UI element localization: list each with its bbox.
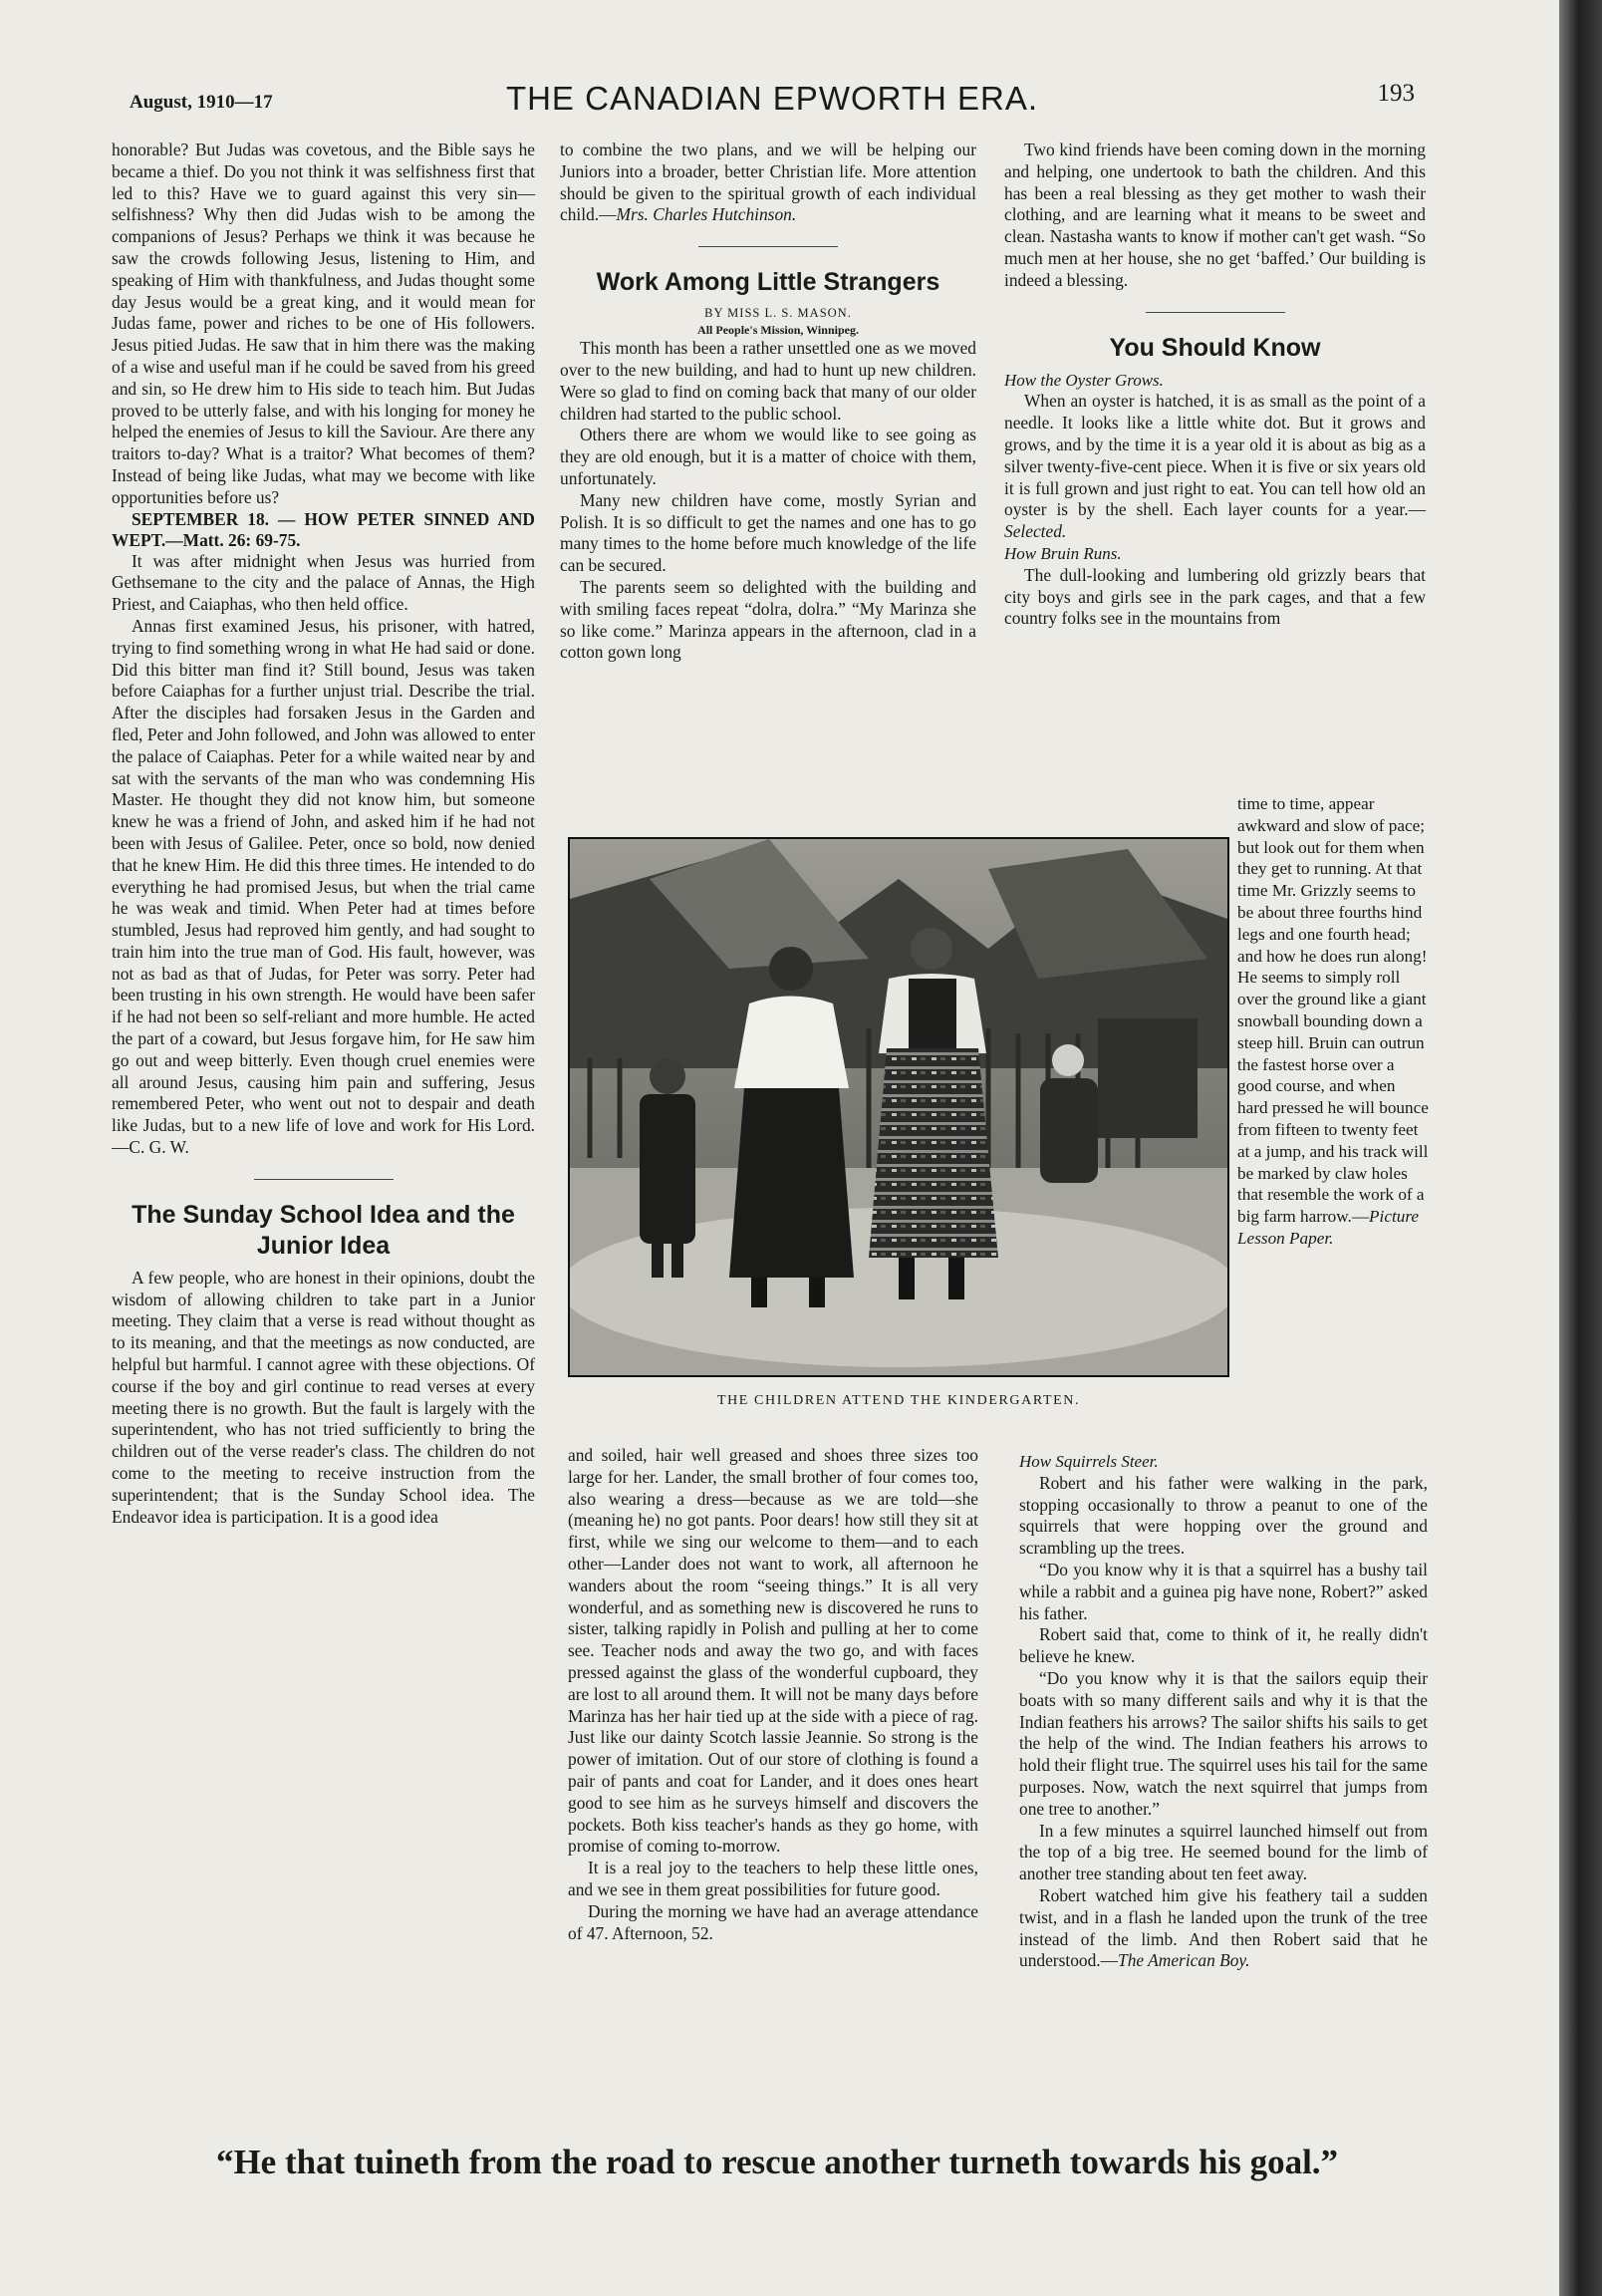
page-number: 193 [1377, 80, 1415, 107]
strangers-paragraph-6: It is a real joy to the teachers to help these little ones, and we see in them great possibilities for future good. [568, 1858, 978, 1899]
page-header [130, 78, 1415, 124]
column-divider [698, 246, 838, 247]
little-strangers-heading: Work Among Little Strangers [596, 268, 940, 297]
column-2-continued [568, 1445, 978, 1944]
peter-paragraph-1: It was after midnight when Jesus was hurried from Gethsemane to the city and the palace of Annas, the High Priest, and Caiaphas, who then held office. [112, 550, 535, 615]
magazine-title: THE CANADIAN EPWORTH ERA. [505, 80, 1039, 117]
squirrel-paragraph-1: Robert and his father were walking in the park, stopping occasionally to throw a peanut to one of the squirrels that were hopping over the ground and scrambling up the trees. [1019, 1472, 1428, 1559]
bruin-source: Picture Lesson Paper. [1237, 1207, 1419, 1248]
photo-illustration [570, 839, 1227, 1375]
kindergarten-photograph [568, 837, 1229, 1377]
column-divider [254, 1179, 394, 1180]
sunday-school-heading: The Sunday School Idea and the Junior Idea [132, 1200, 515, 1260]
oyster-paragraph: When an oyster is hatched, it is as small as the point of a needle. It looks like a little white dot. But it grows and grows, and by the time it is a year old it is about as big as a silver twenty-five-cent piece. When it is five or six years old it is full grown and just right to eat. You can tell how old an oyster is by the shell. Each layer counts for a year.—Selected. [1004, 391, 1426, 542]
oyster-source: Selected. [1004, 521, 1067, 542]
column-3-narrow [1237, 793, 1430, 1250]
footer-quote: “He that tuineth from the road to rescue another turneth towards his goal.” [215, 2143, 1339, 2181]
byline: BY MISS L. S. MASON. [704, 306, 852, 321]
bruin-paragraph-continued: time to time, appear awkward and slow of pace; but look out for them when they get to running. At that time Mr. Grizzly seems to be about three fourths hind legs and one fourth head; and how he does run along! He seems to simply roll over the ground like a giant snowball bounding down a steep hill. Bruin can outrun the fastest horse over a good course, and when hard pressed he will bounce from fifteen to twenty feet at a jump, and his track will be marked by claw holes that resemble the work of a big farm harrow.—Picture Lesson Paper. [1237, 794, 1429, 1248]
strangers-paragraph-7: During the morning we have had an average attendance of 47. Afternoon, 52. [568, 1900, 978, 1943]
book-spine [1559, 0, 1602, 2296]
issue-date: August, 1910—17 [130, 92, 273, 113]
junior-idea-continuation: to combine the two plans, and we will be helping our Juniors into a broader, better Christian life. More attention should be given to the spiritual growth of each individual child.—Mrs. Charles Hutchinson. [560, 140, 976, 225]
author-signature: Mrs. Charles Hutchinson. [616, 204, 797, 225]
squirrel-paragraph-5: In a few minutes a squirrel launched himself out from the top of a big tree. He seemed bound for the limb of another tree standing about ten feet away. [1019, 1820, 1428, 1884]
photo-caption: THE CHILDREN ATTEND THE KINDERGARTEN. [716, 1393, 1081, 1408]
you-should-know-heading: You Should Know [1109, 333, 1321, 362]
squirrel-subheading: How Squirrels Steer. [1019, 1452, 1159, 1471]
column-2 [560, 140, 976, 664]
column-3 [1004, 140, 1426, 630]
strangers-paragraph-5: and soiled, hair well greased and shoes three sizes too large for her. Lander, the small brother of four comes too, also wearing a dress—because as we are told—she (meaning he) no got pants. Poor dears! how still they sit at first, while we sing our welcome to them—and to each other—Lander does not want to work, all afternoon he wanders about the room “seeing things.” It is all very wonderful, and as something new is discovered he runs to sister, talking rapidly in Polish and pulling at her to come see. Teacher nods and away the two go, and with faces pressed against the glass of the wonderful cupboard, they are lost to all around them. It will not be many days before Marinza has her hair tied up at the side with a piece of rag. Just like our dainty Scotch lassie Jeannie. So strong is the power of imitation. Out of our store of clothing is found a pair of pants and coat for Lander, and it does ones heart good to see him as he surveys himself and discovers the pockets. Both kiss teacher's hands as they go home, with promise of coming to-morrow. [568, 1445, 978, 1857]
squirrel-paragraph-3: Robert said that, come to think of it, he really didn't believe he knew. [1019, 1624, 1428, 1667]
bruin-subheading: How Bruin Runs. [1004, 543, 1122, 563]
strangers-paragraph-3: Many new children have come, mostly Syrian and Polish. It is so difficult to get the names and one has to go many times to the home before much knowledge of the life can be secured. [560, 489, 976, 576]
squirrel-paragraph-4: “Do you know why it is that the sailors equip their boats with so many different sails and why it is that the Indian feathers his arrows? The sailor shifts his sails to get the help of the wind. The Indian feathers his arrows to hold their flight true. The squirrel uses his tail for the same purposes. Now, watch the next squirrel that jumps from one tree to another.” [1019, 1667, 1428, 1819]
column-3-continued [1019, 1451, 1428, 1972]
strangers-paragraph-1: This month has been a rather unsettled one as we moved over to the new building, and had to hunt up new children. Were so glad to find on coming back that many of our older children had started to the public school. [560, 338, 976, 424]
oyster-subheading: How the Oyster Grows. [1004, 370, 1164, 390]
peter-paragraph-2: Annas first examined Jesus, his prisoner, with hatred, trying to find something wrong in what He had said or done. Did this bitter man find it? Still bound, Jesus was taken before Caiaphas for a further unjust trial. Describe the trial. After the disciples had forsaken Jesus in the Garden and fled, Peter and John followed, and John was allowed to enter the palace of Caiaphas. Peter for a while waited near by and sat with the servants of the man who was condemning His Master. He thought they did not know him, but someone knew he was a friend of John, and asked him if he had not been with Jesus of Galilee. Peter, once so bold, now denied that he knew Him. He did this three times. He intended to do everything he had promised Jesus, but when the trial came he was weak and timid. When Peter had at times before stumbled, Jesus had reproved him gently, and had sought to train him into the true man of God. His fault, however, was not as bad as that of Judas, for Peter was sorry. Peter had been trusting in his own strength. He would have been safer if he had not been so self-reliant and more humble. He acted the part of a coward, but Jesus forgave him, for He saw him go out and weep bitterly. Even though cruel enemies were all around Jesus, causing him pain and suffering, Jesus remembered Peter, who went out not to despair and death like Judas, but to a new life of love and work for His Lord.—C. G. W. [112, 615, 535, 1158]
mission-name: All People's Mission, Winnipeg. [697, 323, 859, 338]
column-1 [112, 140, 535, 1528]
squirrel-paragraph-6: Robert watched him give his feathery tail a sudden twist, and in a flash he landed upon the trunk of the tree instead of the limb. And then Robert said that he understood.—The American Boy. [1019, 1884, 1428, 1971]
squirrel-source: The American Boy. [1118, 1950, 1250, 1971]
strangers-paragraph-4: The parents seem so delighted with the building and with smiling faces repeat “dolra, dolra.” “My Marinza she so like come.” Marinza appears in the afternoon, clad in a cotton gown long [560, 576, 976, 663]
lesson-heading-peter: SEPTEMBER 18. — HOW PETER SINNED AND WEPT.—Matt. 26: 69-75. [112, 508, 535, 550]
column-divider [1146, 312, 1285, 313]
strangers-paragraph-2: Others there are whom we would like to see going as they are old enough, but it is a matter of choice with them, unfortunately. [560, 425, 976, 488]
judas-paragraph: honorable? But Judas was covetous, and the Bible says he became a thief. Do you not think it was selfishness first that led to this? Have we to guard against this very sin—selfishness? Why then did Judas wish to be among the companions of Jesus? Perhaps we think it was because he saw the crowds following Jesus, listening to Him, and speaking of Him with thankfulness, and Judas thought some day Jesus would be a great king, and it would mean for Judas fame, power and riches to be one of His followers. Jesus pitied Judas. He saw that in him there was the making of a wise and useful man if he could be saved from his greed and sin, so He drew him to His side to teach him. But Judas proved to be utterly false, and with his longing for money he helped the enemies of Jesus to kill the Saviour. Are there any traitors to-day? What is a traitor? What becomes of them? Instead of being like Judas, what may we become with like opportunities before us? [112, 140, 535, 507]
squirrel-paragraph-2: “Do you know why it is that a squirrel has a bushy tail while a rabbit and a guinea pig have none, Robert?” asked his father. [1019, 1559, 1428, 1623]
bruin-paragraph-start: The dull-looking and lumbering old grizzly bears that city boys and girls see in the park cages, and that a few country folks see in the mountains from [1004, 564, 1426, 629]
sunday-school-paragraph: A few people, who are honest in their opinions, doubt the wisdom of allowing children to take part in a Junior meeting. They claim that a verse is read without thought as to its meaning, and that the meetings as now conducted, are helpful but harmful. I cannot agree with these objections. Of course if the boy and girl continue to read verses at every meeting there is no growth. But the fault is largely with the superintendent, who has not tried sufficiently to bring the children out of the verse reader's class. The children do not come to the meeting to receive instruction from the superintendent; that is the Sunday School idea. The Endeavor idea is participation. It is a good idea [112, 1267, 535, 1527]
strangers-closing-paragraph: Two kind friends have been coming down in the morning and helping, one undertook to bath the children. And this has been a real blessing as they get mother to wash their clothing, and are learning what it means to be sweet and clean. Nastasha wants to know if mother can't get wash. “So much men at her house, she no get ‘baffed.’ Our building is indeed a blessing. [1004, 140, 1426, 290]
